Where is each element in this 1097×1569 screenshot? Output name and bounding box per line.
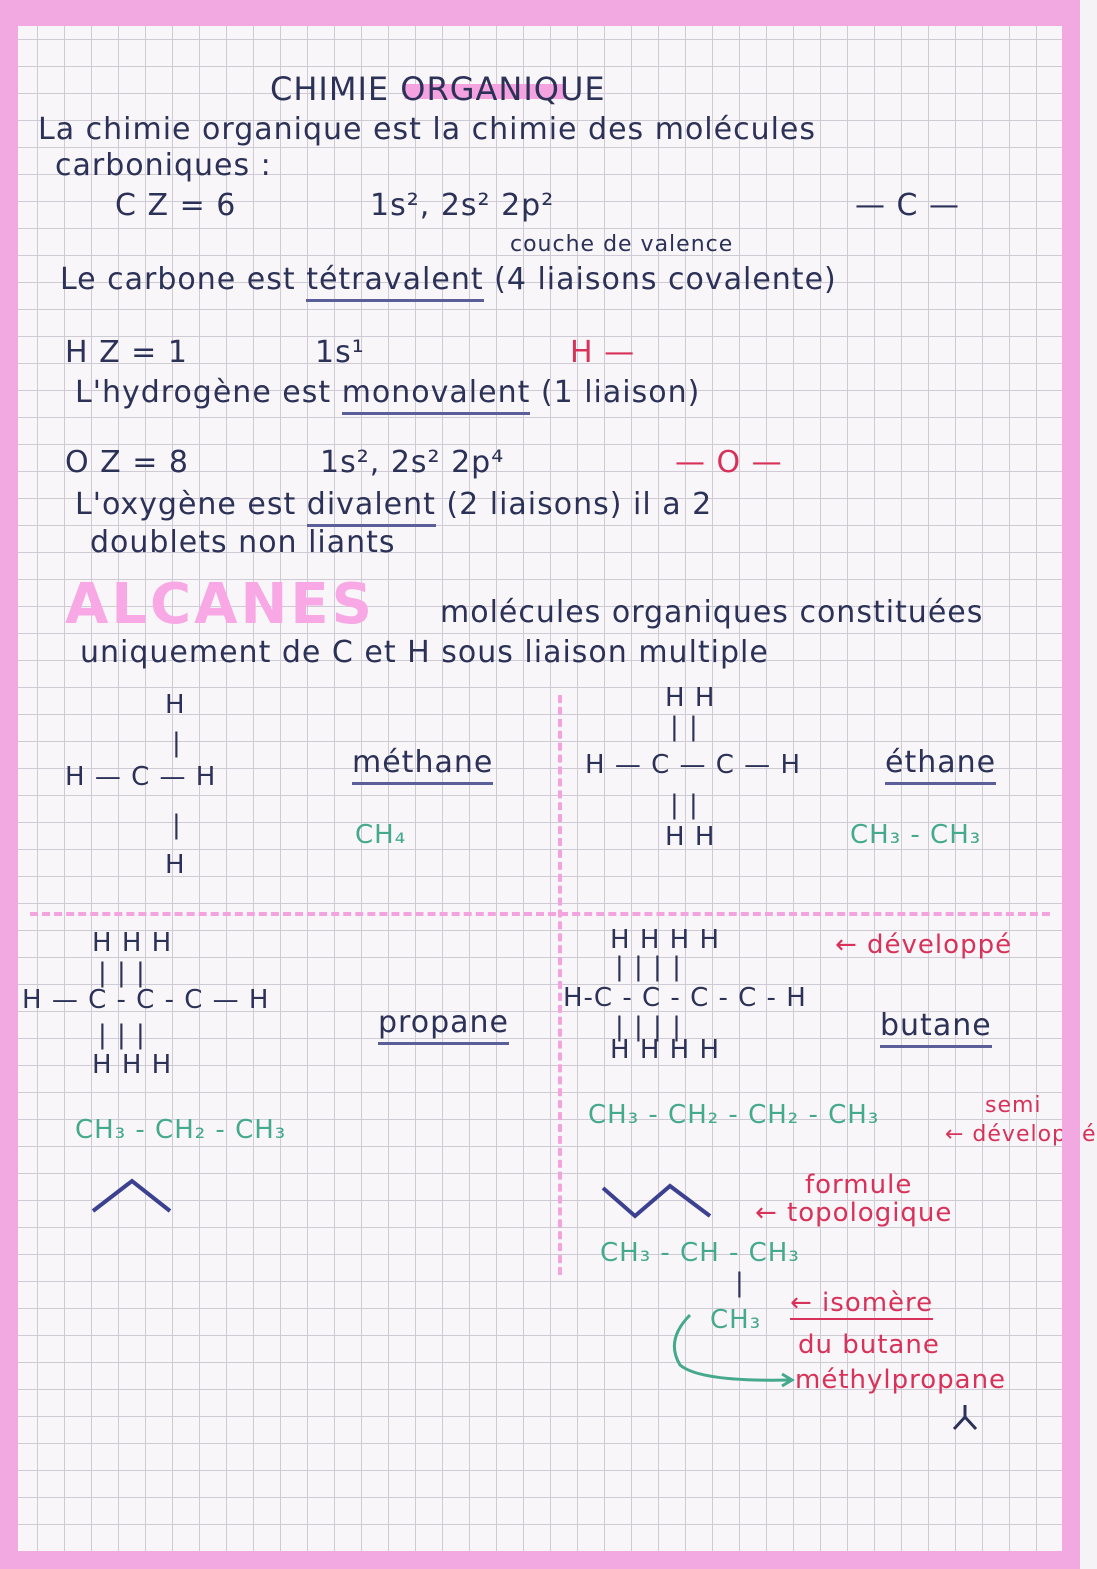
atom-row: H H H	[92, 1050, 173, 1080]
text: L'oxygène est	[75, 487, 307, 522]
bond-row: | | |	[98, 958, 146, 988]
butane-name: butane	[880, 1008, 992, 1048]
arrow-icon	[660, 1310, 800, 1390]
atom: H	[165, 850, 186, 880]
propane-topological-icon	[90, 1175, 175, 1215]
bond: |	[172, 810, 182, 840]
oxygen-sentence	[75, 487, 712, 522]
atom: H	[165, 690, 186, 720]
bond-row: | | | |	[615, 1012, 682, 1042]
term-tetravalent: tétravalent	[306, 262, 483, 302]
text: (4 liaisons covalente)	[483, 262, 837, 297]
alcanes-definition-1: molécules organiques constituées	[440, 595, 984, 630]
note-semi-developpe: ← développé	[945, 1122, 1097, 1147]
carbon-electrons: 1s², 2s² 2p²	[370, 188, 555, 223]
text: (1 liaison)	[530, 375, 701, 410]
atom-row: H H H	[92, 928, 173, 958]
atom-row: H — C - C - C — H	[22, 985, 270, 1015]
hydrogen-bond-symbol: H —	[570, 335, 636, 370]
bond: |	[172, 728, 182, 758]
text: L'hydrogène est	[75, 375, 342, 410]
divider-horizontal	[30, 912, 1050, 916]
divider-vertical	[558, 695, 562, 1275]
bond-row: | | | |	[615, 952, 682, 982]
oxygen-sentence-2: doublets non liants	[90, 525, 396, 560]
hydrogen-config: H Z = 1	[65, 335, 188, 370]
text: (2 liaisons) il a 2	[435, 487, 713, 522]
note-du-butane: du butane	[798, 1330, 940, 1360]
bond-row: | |	[670, 712, 699, 742]
atom-row: H — C — C — H	[585, 750, 801, 780]
oxygen-config: O Z = 8	[65, 445, 189, 480]
bond-row: | | |	[98, 1020, 146, 1050]
atom-row: H — C — H	[65, 762, 217, 792]
isomer-formula-line-2: CH₃	[710, 1305, 762, 1335]
hydrogen-electrons: 1s¹	[315, 335, 365, 370]
note-semi: semi	[985, 1093, 1042, 1118]
ethane-name: éthane	[885, 745, 996, 785]
valence-label: couche de valence	[510, 232, 734, 257]
atom-row: H H H H	[610, 1035, 720, 1065]
note-isomere: ← isomère	[790, 1288, 934, 1318]
hydrogen-sentence	[75, 375, 700, 410]
butane-topological-icon	[600, 1180, 715, 1222]
oxygen-bond-symbol: — O —	[675, 445, 783, 480]
intro-line-1: La chimie organique est la chimie des molécules	[38, 112, 817, 147]
atom-row: H H H H	[610, 925, 720, 955]
methane-name: méthane	[352, 745, 493, 785]
butane-formula: CH₃ - CH₂ - CH₂ - CH₃	[588, 1100, 880, 1130]
note-formule: formule	[805, 1170, 913, 1200]
alcanes-heading: ALCANES	[65, 572, 375, 637]
methane-formula: CH₄	[355, 820, 407, 850]
carbon-sentence	[60, 262, 837, 297]
oxygen-electrons: 1s², 2s² 2p⁴	[320, 445, 505, 480]
intro-line-2: carboniques :	[55, 148, 272, 183]
text: Le carbone est	[60, 262, 307, 297]
isomer-topological-icon	[950, 1402, 980, 1432]
ethane-formula: CH₃ - CH₃	[850, 820, 982, 850]
isomer-name: méthylpropane	[795, 1365, 1007, 1395]
carbon-config: C Z = 6	[115, 188, 237, 223]
term-divalent: divalent	[307, 487, 436, 527]
propane-name: propane	[378, 1005, 509, 1045]
atom-row: H H	[665, 683, 716, 713]
alcanes-definition-2: uniquement de C et H sous liaison multiple	[80, 635, 769, 670]
propane-formula: CH₃ - CH₂ - CH₃	[75, 1115, 287, 1145]
bond-row: | |	[670, 790, 699, 820]
note-topologique: ← topologique	[755, 1198, 953, 1228]
page-title: CHIMIE ORGANIQUE	[270, 70, 606, 108]
term-monovalent: monovalent	[342, 375, 531, 415]
atom-row: H-C - C - C - C - H	[563, 983, 807, 1013]
carbon-bond-symbol: — C —	[855, 188, 961, 223]
isomer-formula-line-1: CH₃ - CH - CH₃	[600, 1238, 800, 1268]
atom-row: H H	[665, 822, 716, 852]
isomer-bond: |	[735, 1268, 745, 1298]
note-developpe: ← développé	[835, 930, 1013, 960]
